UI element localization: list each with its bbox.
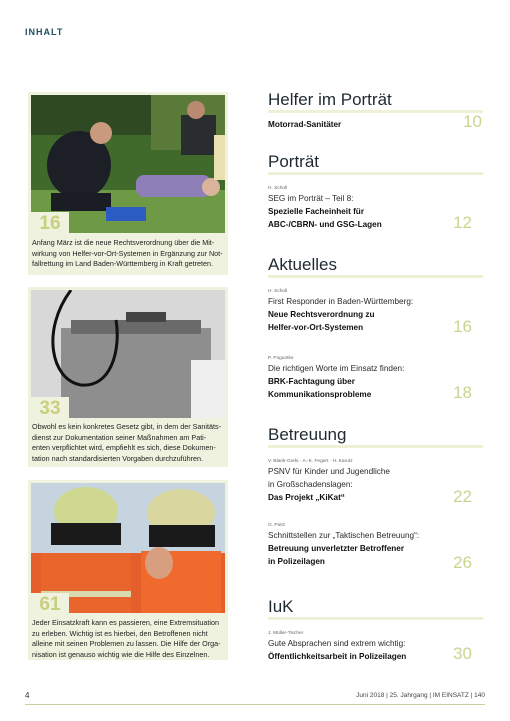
card-caption: Anfang März ist die neue Rechtsverordnung über die Mit- wirkung von Helfer-vor-Ort-Systemen in Ergänzung zur Not- fallrettung im Land Baden-Württemberg in Kraft getreten. xyxy=(32,238,223,268)
feature-card-61 xyxy=(28,480,228,660)
toc-page-number: 10 xyxy=(463,112,482,131)
toc-entry[interactable]: Motorrad-Sanitäter xyxy=(268,120,342,129)
section-title: Betreuung xyxy=(268,425,347,444)
footer-divider xyxy=(25,704,485,705)
toc-entry[interactable]: G. Pietz Schnittstellen zur „Taktischen Betreuung“: Betreuung unverletzter Betroffener in Polizeilagen xyxy=(268,523,420,566)
toc-entry[interactable]: V. Blank-Gorki · A.-K. Fegert · H. Karutz PSNV für Kinder und Jugendliche in Großschadenslagen: Das Projekt „KiKat“ xyxy=(268,459,390,502)
toc-entry[interactable]: H. Scholl First Responder in Baden-Württemberg: Neue Rechtsverordnung zu Helfer-vor-Ort-Systemen xyxy=(268,289,414,332)
toc-entry[interactable]: J. Müller-Tischer Gute Absprachen sind extrem wichtig: Öffentlichkeitsarbeit in Polizeilagen xyxy=(268,631,407,661)
section-label: INHALT xyxy=(25,27,64,37)
toc-page-number: 16 xyxy=(453,317,472,336)
section-divider xyxy=(268,172,483,175)
section-divider xyxy=(268,617,483,620)
page-number-badge: 33 xyxy=(31,397,69,421)
feature-card-16 xyxy=(28,92,228,275)
section-title: Porträt xyxy=(268,152,320,171)
toc-entry[interactable]: H. Scholl SEG im Porträt – Teil 8: Spezielle Facheinheit für ABC-/CBRN- und GSG-Lagen xyxy=(268,186,382,229)
toc-page-number: 12 xyxy=(453,213,472,232)
toc-page-number: 22 xyxy=(453,487,472,506)
toc-entry[interactable]: P. Poguntke Die richtigen Worte im Einsatz finden: BRK-Fachtagung über Kommunikationsprobleme xyxy=(268,356,405,399)
card-caption: Obwohl es kein konkretes Gesetz gibt, in dem der Sanitäts- dienst zur Dokumentation seiner Maßnahmen am Pati- enten verpflichtet wird, empfiehlt es sich, diese Dokumen- tation nach standardisierten Vorgaben durchzuführen. xyxy=(32,422,221,463)
section-title: Aktuelles xyxy=(268,255,337,274)
toc-page-number: 18 xyxy=(453,383,472,402)
card-caption: Jeder Einsatzkraft kann es passieren, eine Extremsituation zu erleben. Wichtig ist es hierbei, den Betroffenen nicht alleine mit seinen Problemen zu lassen. Die Hilfe der Orga- nisation ist genauso wichtig wie die Hilfe des Einzelnen. xyxy=(32,618,221,659)
section-divider xyxy=(268,275,483,278)
footer-page-number: 4 xyxy=(25,691,30,700)
page-number-badge: 61 xyxy=(31,593,69,617)
toc-page-number: 30 xyxy=(453,644,472,663)
footer-issue-info: Juni 2018 | 25. Jahrgang | IM EINSATZ | 140 xyxy=(356,692,485,699)
page-number-badge: 16 xyxy=(31,212,69,236)
toc-page-number: 26 xyxy=(453,553,472,572)
section-title: Helfer im Porträt xyxy=(268,90,392,109)
section-title: IuK xyxy=(268,597,294,616)
feature-card-33 xyxy=(28,287,228,467)
section-divider xyxy=(268,445,483,448)
